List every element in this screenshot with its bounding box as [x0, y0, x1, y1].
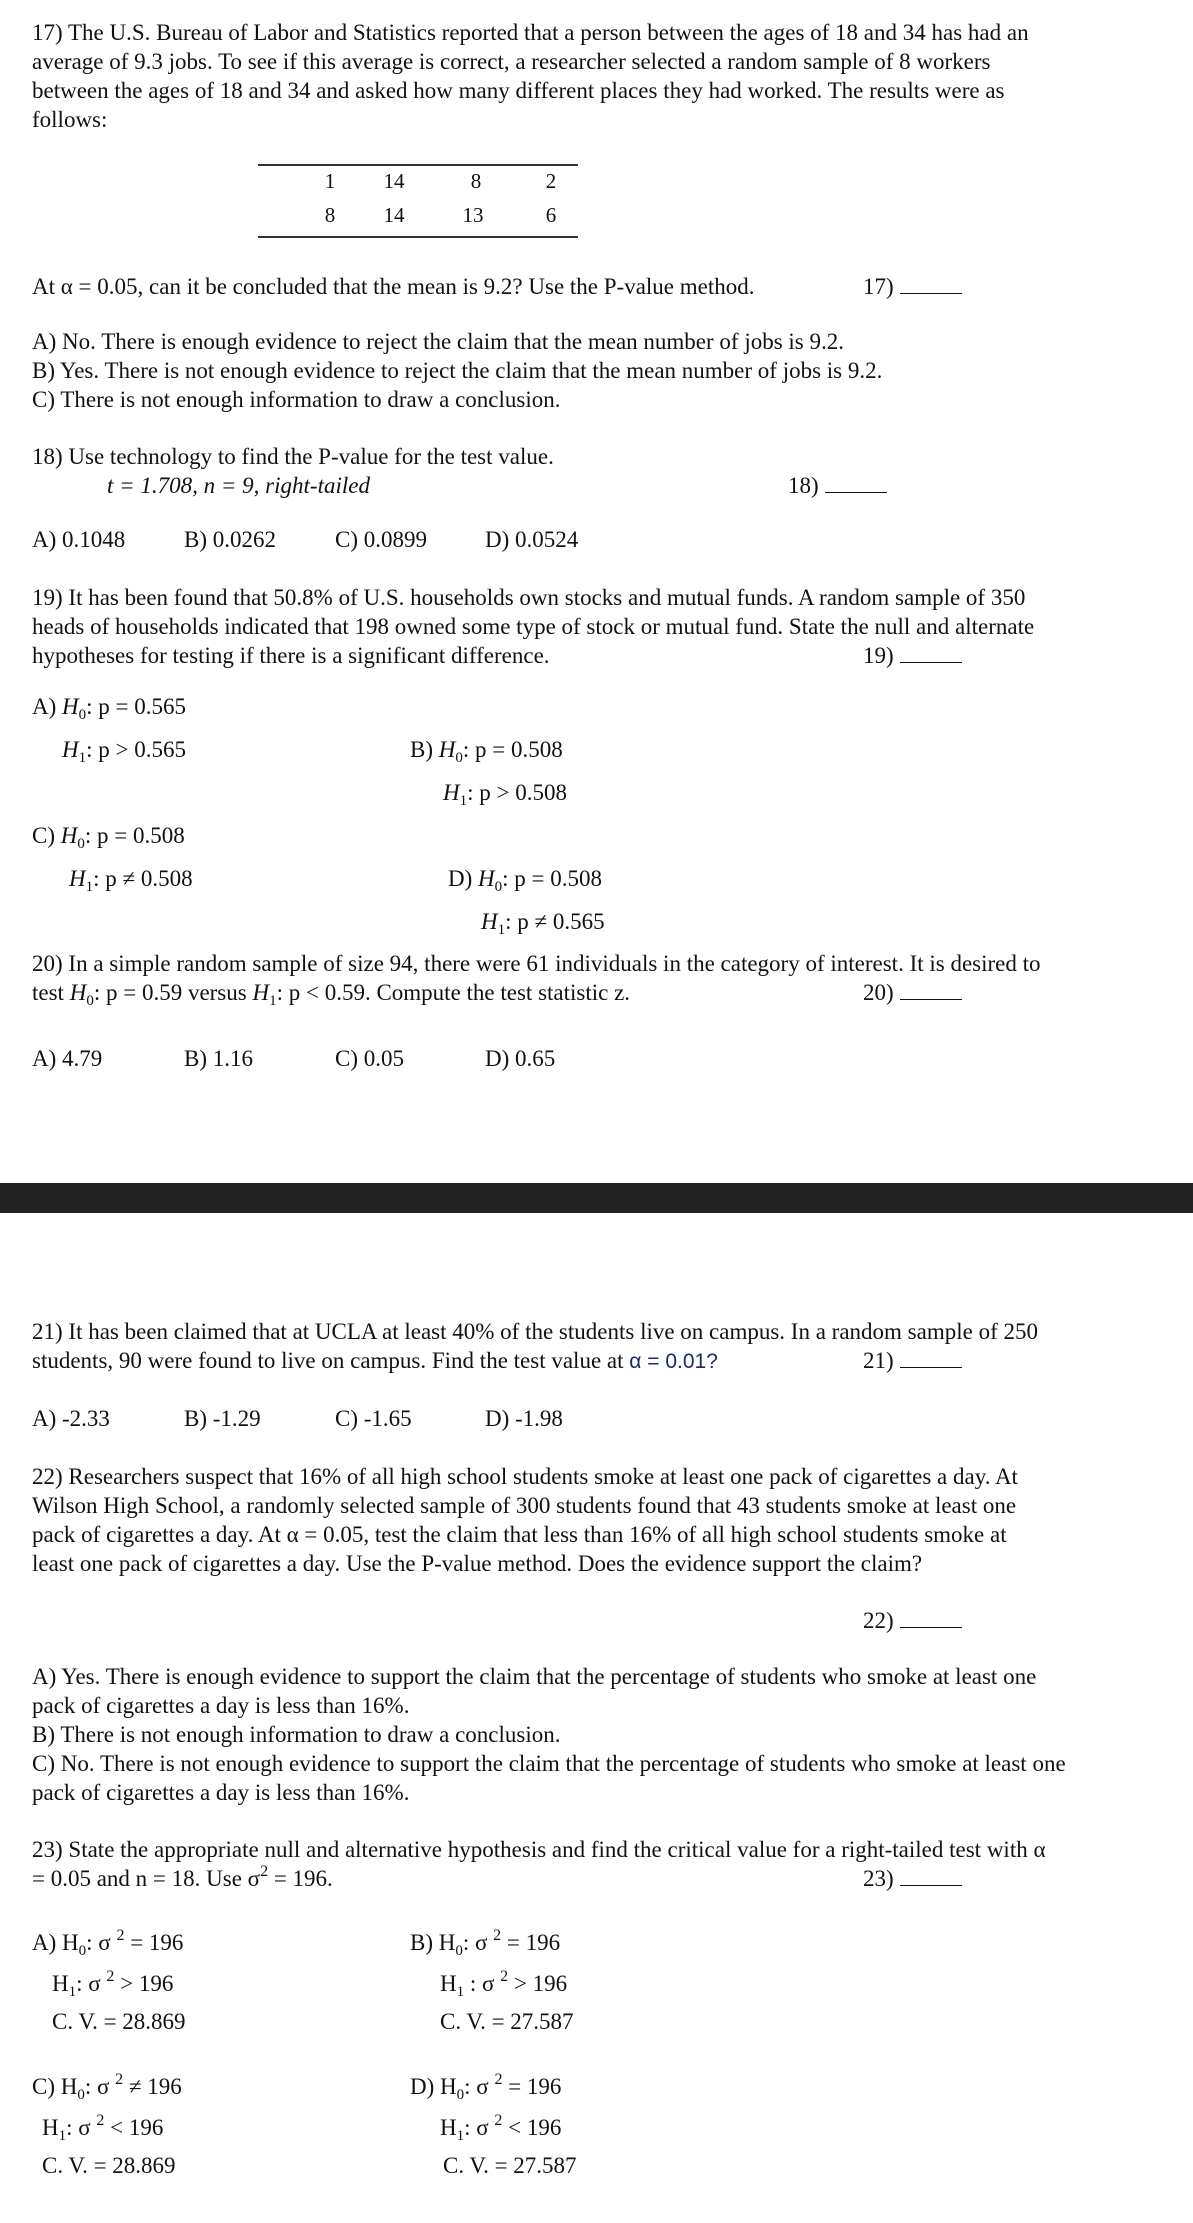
q23-number-label: 23) [863, 1866, 894, 1891]
q18-answer-blank[interactable] [788, 471, 887, 500]
table-cell: 2 [545, 169, 557, 193]
q21-number-label: 21) [863, 1348, 894, 1373]
q19-choice-a-h0[interactable]: A) $H_0$: p = 0.565 [32, 694, 187, 723]
q18-intro: 18) Use technology to find the P-value for the test value. [32, 444, 554, 469]
q17-question: At α = 0.05, can it be concluded that the mean is 9.2? Use the P-value method. [32, 274, 755, 299]
q23-choice-a-cv: C. V. = 28.869 [52, 2009, 186, 2034]
q23-choice-a-h1: $H_1$: σ $^2$ > 196 [52, 1968, 174, 2000]
q21-choice-b[interactable]: B) -1.29 [184, 1406, 261, 1431]
q20-choice-b[interactable]: B) 1.16 [184, 1046, 253, 1071]
q18-choice-d[interactable]: D) 0.0524 [485, 527, 579, 552]
q23-intro-line-1: 23) State the appropriate null and alternative hypothesis and find the critical value for a right-tailed test with α [32, 1837, 1046, 1862]
answer-blank-line [825, 474, 887, 493]
q23-choice-d-h0[interactable]: D) $H_0$: σ $^2$ = 196 [410, 2071, 562, 2103]
q19-choice-d-h1: $H_1$: p ≠ 0.565 [481, 909, 605, 938]
q18-number-label: 18) [788, 473, 819, 498]
q23-choice-b-h0[interactable]: B) $H_0$: σ $^2$ = 196 [410, 1927, 561, 1959]
q22-intro-line-4: least one pack of cigarettes a day. Use the P-value method. Does the evidence support the claim? [32, 1551, 923, 1576]
q22-answer-blank[interactable] [863, 1606, 962, 1635]
q21-choice-a[interactable]: A) -2.33 [32, 1406, 110, 1431]
q20-answer-blank[interactable] [863, 978, 962, 1007]
q21-choice-d[interactable]: D) -1.98 [485, 1406, 563, 1431]
table-cell: 14 [383, 203, 405, 227]
q22-intro-line-2: Wilson High School, a randomly selected sample of 300 students found that 43 students smoke at least one [32, 1493, 1017, 1518]
q19-choice-a-h1: $H_1$: p > 0.565 [62, 737, 186, 766]
answer-blank-line [900, 644, 962, 663]
table-cell: 6 [545, 203, 557, 227]
q17-intro-line-2: average of 9.3 jobs. To see if this average is correct, a researcher selected a random sample of 8 workers [32, 49, 991, 74]
page-separator-band [0, 1183, 1193, 1213]
answer-blank-line [900, 1349, 962, 1368]
q19-intro-line-3: hypotheses for testing if there is a significant difference. [32, 643, 550, 668]
q20-choice-a[interactable]: A) 4.79 [32, 1046, 103, 1071]
q21-intro-line-2: students, 90 were found to live on campus. Find the test value at α = 0.01? [32, 1348, 718, 1373]
q17-intro-line-1: 17) The U.S. Bureau of Labor and Statistics reported that a person between the ages of 18 and 34 has had an [32, 20, 1029, 45]
q19-number-label: 19) [863, 643, 894, 668]
q22-choice-c-line-1[interactable]: C) No. There is not enough evidence to support the claim that the percentage of students who smoke at least one [32, 1751, 1066, 1776]
q19-choice-b-h1: $H_1$: p > 0.508 [443, 780, 567, 809]
table-cell: 13 [462, 203, 484, 227]
q19-choice-c-h1: $H_1$: p ≠ 0.508 [69, 866, 193, 895]
q17-answer-blank[interactable] [863, 272, 962, 301]
table-bottom-rule [258, 236, 578, 238]
q23-choice-b-cv: C. V. = 27.587 [440, 2009, 574, 2034]
q21-answer-blank[interactable] [863, 1346, 962, 1375]
q17-intro-line-4: follows: [32, 107, 108, 132]
q22-choice-a-line-1[interactable]: A) Yes. There is enough evidence to support the claim that the percentage of students who smoke at least one [32, 1664, 1037, 1689]
q23-choice-c-cv: C. V. = 28.869 [42, 2153, 176, 2178]
q17-choice-a[interactable]: A) No. There is enough evidence to reject the claim that the mean number of jobs is 9.2. [32, 329, 844, 354]
q19-choice-d-h0[interactable]: D) $H_0$: p = 0.508 [448, 866, 603, 895]
q17-number-label: 17) [863, 274, 894, 299]
table-cell: 8 [324, 203, 336, 227]
q19-intro-line-2: heads of households indicated that 198 owned some type of stock or mutual fund. State the null and alternate [32, 614, 1035, 639]
q17-choice-b[interactable]: B) Yes. There is not enough evidence to reject the claim that the mean number of jobs is 9.2. [32, 358, 883, 383]
q22-intro-line-3: pack of cigarettes a day. At α = 0.05, test the claim that less than 16% of all high school students smoke at [32, 1522, 1007, 1547]
q20-choice-d[interactable]: D) 0.65 [485, 1046, 556, 1071]
table-top-rule [258, 164, 578, 166]
q23-choice-a-h0[interactable]: A) $H_0$: σ $^2$ = 196 [32, 1927, 184, 1959]
q23-choice-d-h1: $H_1$: σ $^2$ < 196 [440, 2112, 562, 2144]
q23-choice-d-cv: C. V. = 27.587 [443, 2153, 577, 2178]
q20-intro-line-2: test $H_0$: p = 0.59 versus $H_1$: p < 0.59. Compute the test statistic z. [32, 980, 631, 1009]
q23-choice-b-h1: $H_1$ : σ $^2$ > 196 [440, 1968, 568, 2000]
q20-intro-line-1: 20) In a simple random sample of size 94, there were 61 individuals in the category of interest. It is desired to [32, 951, 1041, 976]
q18-given: t = 1.708, n = 9, right-tailed [107, 473, 370, 498]
q22-choice-c-line-2[interactable]: pack of cigarettes a day is less than 16%. [32, 1780, 410, 1805]
q22-number-label: 22) [863, 1608, 894, 1633]
answer-blank-line [900, 1609, 962, 1628]
q22-intro-line-1: 22) Researchers suspect that 16% of all high school students smoke at least one pack of cigarettes a day. At [32, 1464, 1018, 1489]
q22-choice-b[interactable]: B) There is not enough information to draw a conclusion. [32, 1722, 561, 1747]
q23-answer-blank[interactable] [863, 1864, 962, 1893]
q23-intro-line-2: = 0.05 and n = 18. Use $\sigma^2 = 196$. [32, 1863, 333, 1891]
q18-choice-c[interactable]: C) 0.0899 [335, 527, 427, 552]
q20-choice-c[interactable]: C) 0.05 [335, 1046, 404, 1071]
q18-choice-a[interactable]: A) 0.1048 [32, 527, 126, 552]
q20-number-label: 20) [863, 980, 894, 1005]
q18-choice-b[interactable]: B) 0.0262 [184, 527, 276, 552]
table-cell: 1 [324, 169, 336, 193]
q17-intro-line-3: between the ages of 18 and 34 and asked how many different places they had worked. The results were as [32, 78, 1005, 103]
q22-choice-a-line-2[interactable]: pack of cigarettes a day is less than 16%. [32, 1693, 410, 1718]
q23-choice-c-h1: $H_1$: σ $^2$ < 196 [42, 2112, 164, 2144]
q19-answer-blank[interactable] [863, 641, 962, 670]
q19-choice-b-h0[interactable]: B) $H_0$: p = 0.508 [410, 737, 563, 766]
q21-intro-line-1: 21) It has been claimed that at UCLA at least 40% of the students live on campus. In a random sample of 250 [32, 1319, 1038, 1344]
q19-intro-line-1: 19) It has been found that 50.8% of U.S. households own stocks and mutual funds. A random sample of 350 [32, 585, 1026, 610]
q21-choice-c[interactable]: C) -1.65 [335, 1406, 412, 1431]
answer-blank-line [900, 1867, 962, 1886]
answer-blank-line [900, 275, 962, 294]
q19-choice-c-h0[interactable]: C) $H_0$: p = 0.508 [32, 823, 185, 852]
answer-blank-line [900, 981, 962, 1000]
table-cell: 8 [470, 169, 482, 193]
q23-choice-c-h0[interactable]: C) $H_0$: σ $^2$ ≠ 196 [32, 2071, 182, 2103]
table-cell: 14 [383, 169, 405, 193]
q17-choice-c[interactable]: C) There is not enough information to draw a conclusion. [32, 387, 561, 412]
